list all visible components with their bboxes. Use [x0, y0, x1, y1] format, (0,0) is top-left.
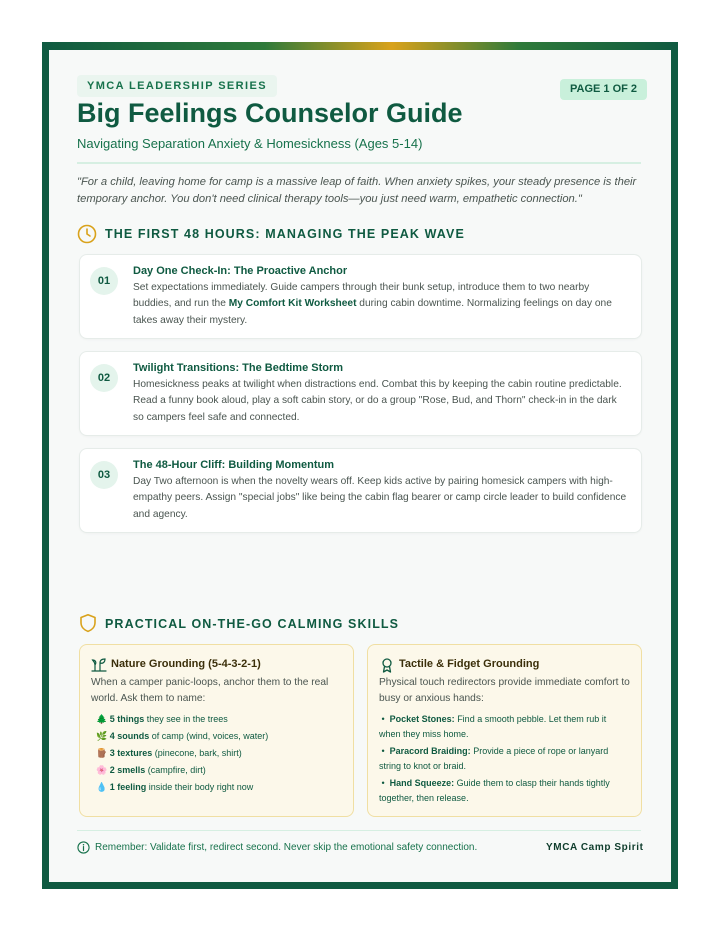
list-item: 🌿 4 sounds of camp (wind, voices, water)	[96, 731, 269, 741]
step-number: 03	[90, 461, 118, 489]
card-title: Twilight Transitions: The Bedtime Storm	[133, 362, 344, 374]
document-page	[49, 50, 671, 882]
wood-icon: 🪵	[96, 748, 108, 758]
card-body: Set expectations immediately. Guide campers through their bunk setup, introduce them to two nearby buddies, and run the My Comfort Kit Worksheet during cabin downtime. Normalizing feelings on day one takes away their mystery.	[133, 282, 612, 326]
herb-icon: 🌿	[96, 731, 108, 741]
card-day-one	[79, 254, 642, 339]
shield-icon	[78, 613, 98, 633]
page-frame	[42, 42, 678, 889]
plant-icon	[91, 657, 107, 673]
card-body: Homesickness peaks at twilight when distractions end. Combat this by keeping the cabin routine predictable. Read a funny book aloud, play a soft cabin story, or do a group "Rose, Bud, and Thorn" check-in in the dark so campers feel safe and connected.	[133, 379, 622, 423]
info-icon	[77, 841, 90, 854]
footer-brand: YMCA Camp Spirit	[546, 842, 644, 853]
comfort-kit-worksheet-reference: My Comfort Kit Worksheet	[228, 298, 357, 310]
top-accent-bar	[42, 42, 678, 50]
list-item: 🌲 5 things they see in the trees	[96, 714, 228, 724]
page-badge: PAGE 1 OF 2	[560, 79, 647, 100]
list-item: 🪵 3 textures (pinecone, bark, shirt)	[96, 748, 242, 758]
step-number: 01	[90, 267, 118, 295]
intro-quote: "For a child, leaving home for camp is a massive leap of faith. When anxiety spikes, your steady presence is their temporary anchor. You don't need clinical therapy tools—you just need warm, empathetic connection."	[77, 176, 637, 205]
list-item: • Pocket Stones: Find a smooth pebble. Let them rub it when they miss home.	[379, 714, 607, 739]
footer-divider	[77, 830, 641, 831]
card-48-hour-cliff	[79, 448, 642, 533]
nature-grounding-intro: When a camper panic-loops, anchor them to the real world. Ask them to name:	[91, 677, 329, 704]
list-item: 💧 1 feeling inside their body right now	[96, 782, 254, 792]
section-heading-first-48-hours: THE FIRST 48 HOURS: MANAGING THE PEAK WAVE	[105, 227, 465, 241]
card-title: The 48-Hour Cliff: Building Momentum	[133, 459, 335, 471]
flower-icon: 🌸	[96, 765, 108, 775]
list-item: • Paracord Braiding: Provide a piece of rope or lanyard string to knot or braid.	[379, 746, 609, 771]
tactile-grounding-intro: Physical touch redirectors provide immediate comfort to busy or anxious hands:	[379, 677, 630, 704]
card-title: Day One Check-In: The Proactive Anchor	[133, 265, 348, 277]
page-subtitle: Navigating Separation Anxiety & Homesickness (Ages 5-14)	[77, 136, 423, 151]
tactile-grounding-title: Tactile & Fidget Grounding	[399, 658, 540, 670]
page-title: Big Feelings Counselor Guide	[77, 98, 463, 128]
tree-icon: 🌲	[96, 714, 108, 724]
section-heading-calming-skills: PRACTICAL ON-THE-GO CALMING SKILLS	[105, 617, 400, 631]
footer-reminder: Remember: Validate first, redirect second. Never skip the emotional safety connection.	[95, 842, 478, 853]
clock-icon	[77, 224, 97, 244]
card-body: Day Two afternoon is when the novelty wears off. Keep kids active by pairing homesick campers with high-empathy peers. Assign "special jobs" like being the cabin flag bearer or camp circle leader to build confidence and agency.	[133, 476, 627, 520]
nature-grounding-card	[79, 644, 354, 817]
step-number: 02	[90, 364, 118, 392]
award-icon	[379, 657, 395, 673]
list-item: • Hand Squeeze: Guide them to clasp their hands tightly together, then release.	[379, 778, 610, 803]
nature-grounding-title: Nature Grounding (5-4-3-2-1)	[111, 658, 261, 670]
droplet-icon: 💧	[96, 782, 108, 792]
card-twilight	[79, 351, 642, 436]
list-item: 🌸 2 smells (campfire, dirt)	[96, 765, 206, 775]
header-divider	[77, 162, 641, 164]
series-eyebrow: YMCA LEADERSHIP SERIES	[77, 75, 277, 97]
tactile-grounding-card	[367, 644, 642, 817]
